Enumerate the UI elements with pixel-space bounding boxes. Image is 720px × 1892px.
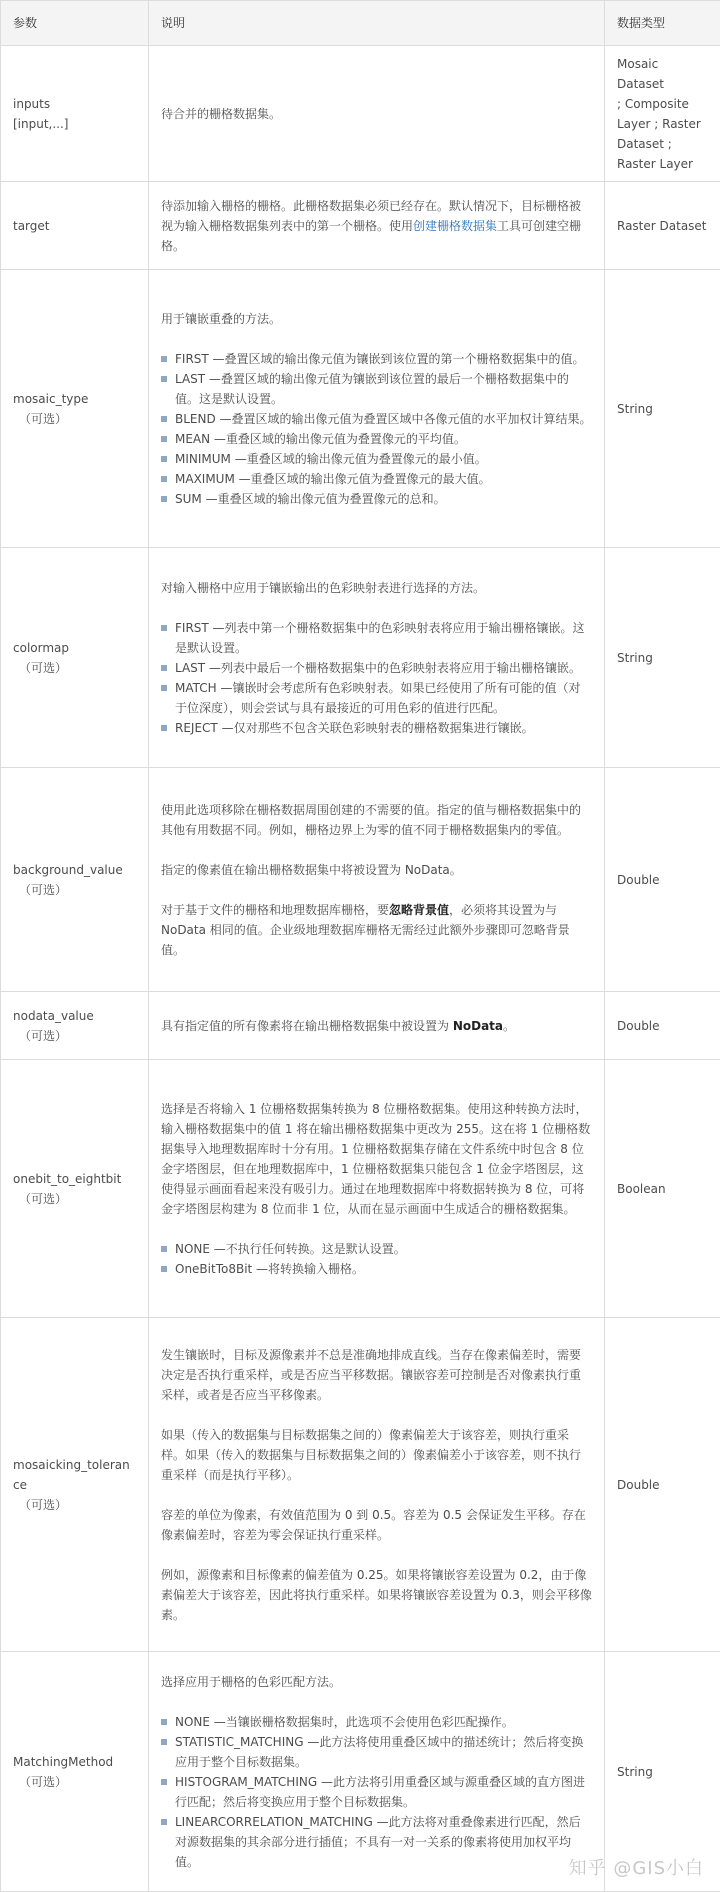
table-row [1, 1060, 720, 1318]
datatype-cell: Double [605, 992, 720, 1060]
optional-label: （可选） [19, 411, 68, 426]
emphasis-text: 忽略背景值 [389, 902, 450, 917]
description-text: 使用此选项移除在栅格数据周围创建的不需要的值。指定的值与栅格数据集中的其他有用数据不同。例如，栅格边界上为零的值不同于栅格数据集内的零值。 [161, 802, 582, 837]
option-list [161, 618, 592, 738]
param-name: MatchingMethod [13, 1754, 114, 1769]
description-cell [149, 768, 605, 992]
param-name: inputs [13, 96, 51, 111]
datatype-line: ; Composite [617, 96, 689, 111]
emphasis-text: NoData [452, 1018, 504, 1033]
param-name: mosaicking_tolerance [13, 1457, 130, 1492]
optional-label: （可选） [19, 1774, 68, 1789]
param-name-suffix: [input,...] [13, 116, 69, 131]
param-name: onebit_to_eightbit [13, 1171, 122, 1186]
param-cell [1, 992, 149, 1060]
param-name: nodata_value [13, 1008, 94, 1023]
description-text: 待合并的栅格数据集。 [161, 106, 282, 121]
list-item: FIRST —列表中第一个栅格数据集中的色彩映射表将应用于输出栅格镶嵌。这是默认设置。 [161, 618, 592, 658]
datatype-cell: Raster Dataset [605, 182, 720, 270]
param-cell [1, 1652, 149, 1892]
description-text-part: 。 [503, 1018, 516, 1033]
description-cell [149, 270, 605, 548]
param-name: background_value [13, 862, 123, 877]
datatype-cell: Boolean [605, 1060, 720, 1318]
list-item: SUM —重叠区域的输出像元值为叠置像元的总和。 [161, 489, 592, 509]
description-text [161, 196, 592, 256]
description-text-part: 具有指定值的所有像素将在输出栅格数据集中被设置为 [161, 1018, 453, 1033]
description-cell [149, 182, 605, 270]
description-text: 容差的单位为像素，有效值范围为 0 到 0.5。容差为 0.5 会保证发生平移。存在像素偏差时，容差为零会保证执行重采样。 [161, 1507, 586, 1542]
datatype-line: Mosaic Dataset [617, 56, 664, 91]
description-text: 用于镶嵌重叠的方法。 [161, 311, 282, 326]
list-item: NONE —不执行任何转换。这是默认设置。 [161, 1239, 592, 1259]
description-cell [149, 1060, 605, 1318]
list-item: REJECT —仅对那些不包含关联色彩映射表的栅格数据集进行镶嵌。 [161, 718, 592, 738]
watermark: 知乎 @GIS小白 [568, 1858, 704, 1879]
datatype-cell: Double [605, 768, 720, 992]
list-item: BLEND —叠置区域的输出像元值为叠置区域中各像元值的水平加权计算结果。 [161, 409, 592, 429]
datatype-cell: Double [605, 1318, 720, 1652]
description-cell [149, 46, 605, 182]
datatype-cell: String [605, 270, 720, 548]
list-item: STATISTIC_MATCHING —此方法将使用重叠区域中的描述统计；然后将变换应用于整个目标数据集。 [161, 1732, 592, 1772]
optional-label: （可选） [19, 1028, 68, 1043]
header-param: 参数 [1, 1, 149, 46]
datatype-line: Layer ; Raster [617, 116, 701, 131]
description-cell [149, 992, 605, 1060]
table-row [1, 548, 720, 768]
list-item: LINEARCORRELATION_MATCHING —此方法将对重叠像素进行匹配，然后对源数据集的其余部分进行插值；不具有一对一关系的像素将使用加权平均值。 [161, 1812, 592, 1872]
description-text [161, 1016, 592, 1036]
datatype-cell: String [605, 1652, 720, 1892]
description-text [161, 900, 592, 960]
description-text-part: 对于基于文件的栅格和地理数据库栅格，要 [161, 902, 390, 917]
list-item: MINIMUM —重叠区域的输出像元值为叠置像元的最小值。 [161, 449, 592, 469]
description-cell [149, 1652, 605, 1892]
description-text: 如果（传入的数据集与目标数据集之间的）像素偏差大于该容差，则执行重采样。如果（传入的数据集与目标数据集之间的）像素偏差小于该容差，则不执行重采样（而是执行平移）。 [161, 1427, 582, 1482]
param-cell [1, 548, 149, 768]
description-text: 选择应用于栅格的色彩匹配方法。 [161, 1674, 342, 1689]
datatype-cell [605, 46, 720, 182]
create-raster-dataset-link[interactable]: 创建栅格数据集 [413, 218, 498, 233]
option-list [161, 1712, 592, 1872]
description-text: 指定的像素值在输出栅格数据集中将被设置为 NoData。 [161, 862, 462, 877]
param-cell [1, 1318, 149, 1652]
description-text-part: 待添加输入栅格的栅格。此栅格数据集必须已经存在。默认情况下，目标栅格被视为输入栅格数据集列表中的第一个栅格。使用 [161, 198, 582, 233]
description-text: 选择是否将输入 1 位栅格数据集转换为 8 位栅格数据集。使用这种转换方法时，输入栅格数据集中的值 1 将在输出栅格数据集中更改为 255。这在将 1 位栅格数据集导入地理数据库时十分有用。1 位栅格数据集存储在文件系统中时包含 8 位金字塔图层，但在地理数据库中，1 位栅格数据集只能包含 1 位金字塔图层，这使得显示画面看起来没有吸引力。通过在地理数据库中将数据转换为 8 位，可将金字塔图层构建为 8 位而非 1 位，从而在显示画面中生成适合的栅格数据集。 [161, 1101, 591, 1216]
param-name: mosaic_type [13, 391, 89, 406]
description-text: 对输入栅格中应用于镶嵌输出的色彩映射表进行选择的方法。 [161, 580, 486, 595]
list-item: HISTOGRAM_MATCHING —此方法将引用重叠区域与源重叠区域的直方图进行匹配；然后将变换应用于整个目标数据集。 [161, 1772, 592, 1812]
header-datatype: 数据类型 [605, 1, 720, 46]
table-row [1, 270, 720, 548]
param-cell [1, 270, 149, 548]
optional-label: （可选） [19, 1191, 68, 1206]
optional-label: （可选） [19, 882, 68, 897]
param-cell [1, 182, 149, 270]
description-cell [149, 1318, 605, 1652]
table-header-row [1, 1, 720, 46]
optional-label: （可选） [19, 660, 68, 675]
table-row [1, 46, 720, 182]
param-name: target [13, 218, 50, 233]
table-row [1, 182, 720, 270]
datatype-line: Dataset ; [617, 136, 672, 151]
datatype-cell: String [605, 548, 720, 768]
description-text-part: 工具可创建空栅格。 [161, 218, 582, 253]
header-description: 说明 [149, 1, 605, 46]
list-item: LAST —叠置区域的输出像元值为镶嵌到该位置的最后一个栅格数据集中的值。这是默认设置。 [161, 369, 592, 409]
table-row [1, 768, 720, 992]
list-item: OneBitTo8Bit —将转换输入栅格。 [161, 1259, 592, 1279]
datatype-line: Raster Layer [617, 156, 693, 171]
param-cell [1, 1060, 149, 1318]
list-item: MAXIMUM —重叠区域的输出像元值为叠置像元的最大值。 [161, 469, 592, 489]
description-cell [149, 548, 605, 768]
description-text-part: ，必须将其设置为与 NoData 相同的值。企业级地理数据库栅格无需经过此额外步骤即可忽略背景值。 [161, 902, 570, 957]
param-cell [1, 768, 149, 992]
optional-label: （可选） [19, 1497, 68, 1512]
description-text: 例如，源像素和目标像素的偏差值为 0.25。如果将镶嵌容差设置为 0.2，由于像素偏差大于该容差，因此将执行重采样。如果将镶嵌容差设置为 0.3，则会平移像素。 [161, 1567, 592, 1622]
list-item: FIRST —叠置区域的输出像元值为镶嵌到该位置的第一个栅格数据集中的值。 [161, 349, 592, 369]
param-cell [1, 46, 149, 182]
list-item: NONE —当镶嵌栅格数据集时，此选项不会使用色彩匹配操作。 [161, 1712, 592, 1732]
description-text: 发生镶嵌时，目标及源像素并不总是准确地排成直线。当存在像素偏差时，需要决定是否执行重采样，或是否应当平移数据。镶嵌容差可控制是否对像素执行重采样，或者是否应当平移像素。 [161, 1347, 582, 1402]
list-item: MATCH —镶嵌时会考虑所有色彩映射表。如果已经使用了所有可能的值（对于位深度），则会尝试与具有最接近的可用色彩的值进行匹配。 [161, 678, 592, 718]
option-list [161, 349, 592, 509]
list-item: LAST —列表中最后一个栅格数据集中的色彩映射表将应用于输出栅格镶嵌。 [161, 658, 592, 678]
table-row [1, 1318, 720, 1652]
option-list [161, 1239, 592, 1279]
table-row [1, 992, 720, 1060]
list-item: MEAN —重叠区域的输出像元值为叠置像元的平均值。 [161, 429, 592, 449]
param-name: colormap [13, 640, 69, 655]
